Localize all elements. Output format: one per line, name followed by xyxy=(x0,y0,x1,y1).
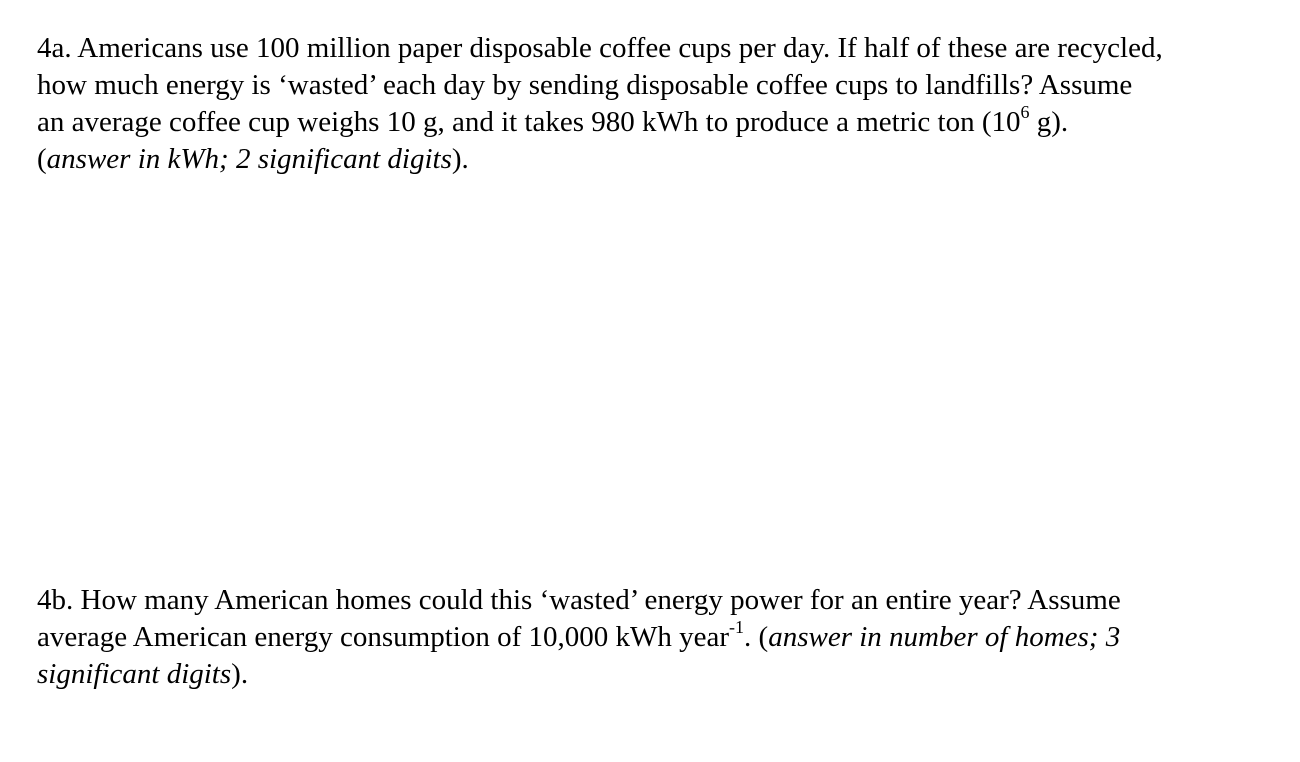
question-4a-line-3 xyxy=(37,104,1163,141)
question-4a-line-1: 4a. Americans use 100 million paper disposable coffee cups per day. If half of these are recycled, xyxy=(37,32,1163,64)
answer-format-4a: answer in kWh; 2 significant digits xyxy=(46,143,452,175)
question-4a-line-3-end: g). xyxy=(1029,106,1069,138)
question-4a-line-2: how much energy is ‘wasted’ each day by sending disposable coffee cups to landfills? Assume xyxy=(37,69,1133,101)
question-4b-line-2-mid: . ( xyxy=(744,621,769,653)
exponent-6: 6 xyxy=(1020,102,1030,123)
paren-close: ). xyxy=(231,658,249,690)
paren-close: ). xyxy=(451,143,469,175)
exponent-minus-1: -1 xyxy=(729,617,745,638)
question-4a xyxy=(37,30,1163,178)
question-4b-line-1: 4b. How many American homes could this ‘wasted’ energy power for an entire year? Assume xyxy=(37,584,1121,616)
question-4b-line-3 xyxy=(37,656,1121,693)
question-4a-line-3-text: an average coffee cup weighs 10 g, and it takes 980 kWh to produce a metric ton (10 xyxy=(37,106,1021,138)
answer-format-4b-part-2: significant digits xyxy=(37,658,232,690)
question-4b xyxy=(37,582,1121,693)
paren-open: ( xyxy=(37,143,47,175)
question-4b-line-2-text: average American energy consumption of 10,000 kWh year xyxy=(37,621,730,653)
question-4b-line-2 xyxy=(37,619,1121,656)
question-4a-answer-instructions xyxy=(37,141,1163,178)
answer-format-4b-part-1: answer in number of homes; 3 xyxy=(768,621,1121,653)
